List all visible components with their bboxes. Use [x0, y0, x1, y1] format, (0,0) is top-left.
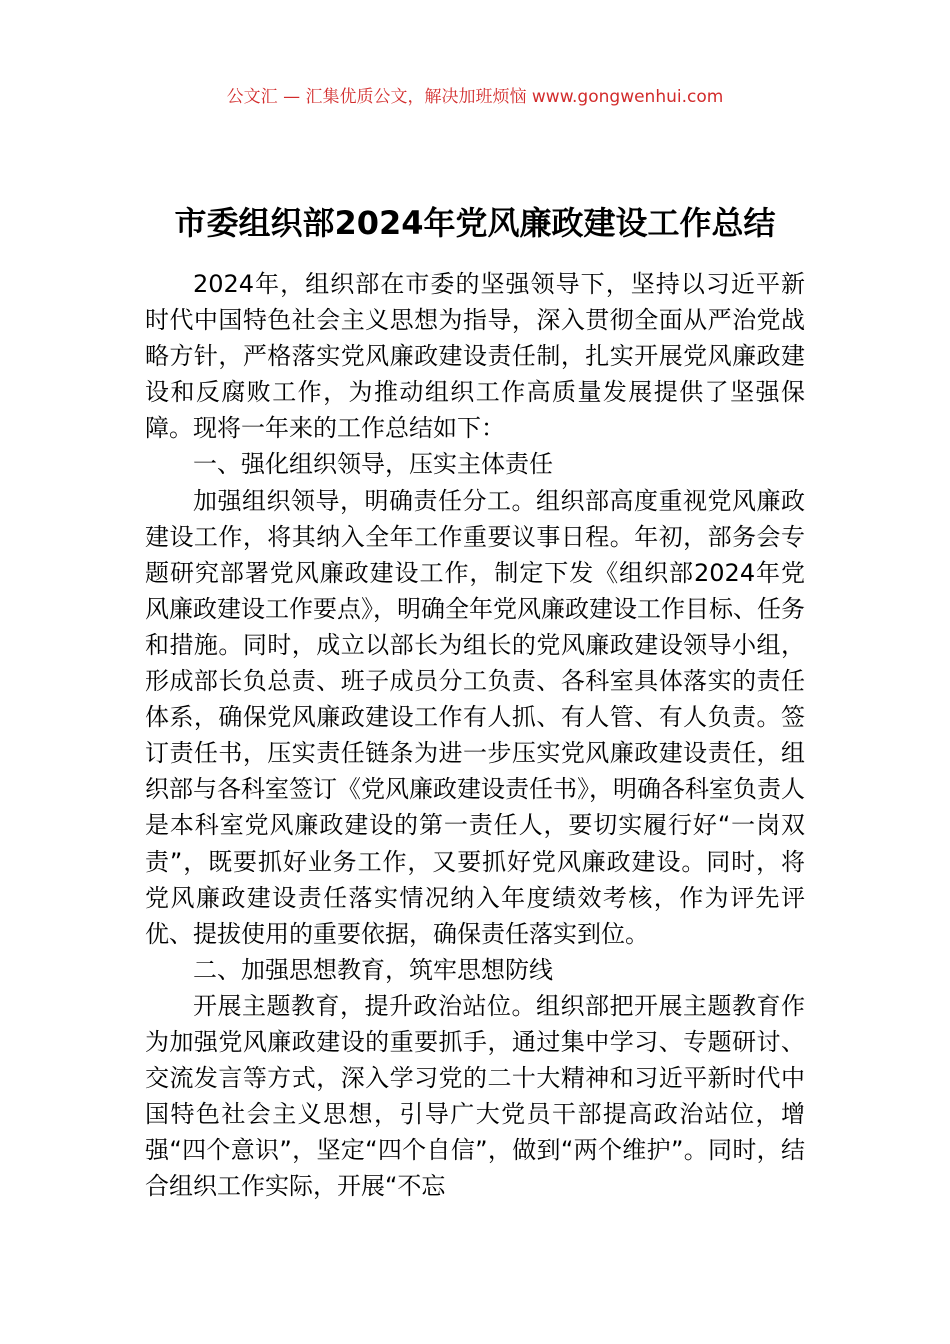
paragraph-section-2: 开展主题教育，提升政治站位。组织部把开展主题教育作为加强党风廉政建设的重要抓手，通过集中学习、专题研讨、交流发言等方式，深入学习党的二十大精神和习近平新时代中国特色社会主义思想，引导广大党员干部提高政治站位，增强“四个意识”，坚定“四个自信”，做到“两个维护”。同时，结合组织工作实际，开展“不忘 — [145, 991, 805, 1201]
paragraph-intro: 2024年，组织部在市委的坚强领导下，坚持以习近平新时代中国特色社会主义思想为指导，深入贯彻全面从严治党战略方针，严格落实党风廉政建设责任制，扎实开展党风廉政建设和反腐败工作，为推动组织工作高质量发展提供了坚强保障。现将一年来的工作总结如下： — [145, 270, 805, 443]
paragraph-section-1: 加强组织领导，明确责任分工。组织部高度重视党风廉政建设工作，将其纳入全年工作重要议事日程。年初，部务会专题研究部署党风廉政建设工作，制定下发《组织部2024年党风廉政建设工作要点》，明确全年党风廉政建设工作目标、任务和措施。同时，成立以部长为组长的党风廉政建设领导小组，形成部长负总责、班子成员分工负责、各科室具体落实的责任体系，确保党风廉政建设工作有人抓、有人管、有人负责。签订责任书，压实责任链条为进一步压实党风廉政建设责任，组织部与各科室签订《党风廉政建设责任书》，明确各科室负责人是本科室党风廉政建设的第一责任人，要切实履行好“一岗双责”，既要抓好业务工作，又要抓好党风廉政建设。同时，将党风廉政建设责任落实情况纳入年度绩效考核，作为评先评优、提拔使用的重要依据，确保责任落实到位。 — [145, 486, 805, 948]
page-title: 市委组织部2024年党风廉政建设工作总结 — [174, 204, 776, 243]
section-heading-1: 一、强化组织领导，压实主体责任 — [193, 450, 553, 479]
header-banner: 公文汇 — 汇集优质公文，解决加班烦恼 www.gongwenhui.com — [226, 87, 724, 107]
section-heading-2: 二、加强思想教育，筑牢思想防线 — [193, 955, 553, 984]
document-body — [145, 266, 805, 1204]
